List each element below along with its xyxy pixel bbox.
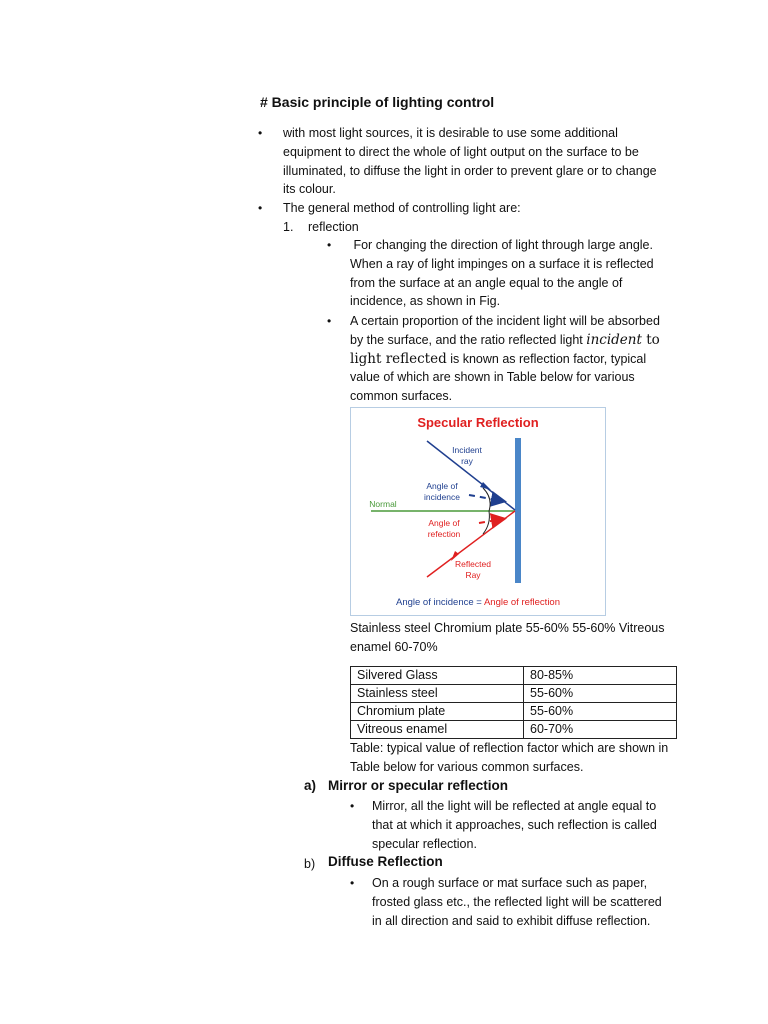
text-line: For changing the direction of light through large angle. (350, 238, 653, 252)
paragraph-direction (350, 236, 690, 311)
label-angle-ref-1: Angle of (428, 518, 460, 528)
table-cell: 55-60% (524, 703, 677, 721)
figure-caption (396, 597, 560, 608)
table-row (351, 667, 677, 685)
table-caption (350, 739, 700, 777)
mirror-surface (515, 438, 521, 583)
label-reflected-2: Ray (465, 570, 481, 580)
section-b-title: Diffuse Reflection (328, 854, 443, 869)
formula-denominator: light reflected (350, 350, 447, 367)
table-cell: 80-85% (524, 667, 677, 685)
label-reflected-1: Reflected (455, 559, 491, 569)
label-angle-inc-1: Angle of (426, 481, 458, 491)
caption-reflection: Angle of reflection (483, 597, 560, 608)
text-fragment: is known as reflection factor, typical (446, 351, 647, 366)
section-a-marker: a) (304, 778, 317, 793)
table-row (351, 685, 677, 703)
text-line: specular reflection. (372, 836, 477, 851)
text-line: from the surface at an angle equal to the angle of (350, 275, 623, 290)
specular-reflection-figure (350, 407, 606, 616)
text-line: Table below for various common surfaces. (350, 759, 584, 774)
text-line (350, 350, 690, 369)
table-row (351, 703, 677, 721)
paragraph-values (350, 619, 690, 657)
caption-equals: = (473, 597, 484, 608)
label-normal: Normal (369, 499, 397, 509)
text-line: value of which are shown in Table below for various (350, 370, 635, 385)
text-line: A certain proportion of the incident light will be absorbed (350, 314, 660, 328)
label-incident-1: Incident (452, 445, 482, 455)
label-angle-inc-2: incidence (424, 492, 460, 502)
text-line: that at which it approaches, such reflection is called (372, 817, 657, 832)
text-line: Table: typical value of reflection factor which are shown in (350, 741, 669, 755)
paragraph-diffuse (372, 874, 702, 930)
bullet-dot: • (350, 876, 355, 890)
paragraph-mirror (372, 797, 702, 853)
label-angle-ref-2: refection (427, 529, 461, 539)
formula-to: to (641, 331, 660, 348)
text-line (350, 331, 690, 350)
text-line: illuminated, to diffuse the light in order to prevent glare or to change (283, 163, 657, 178)
reflection-diagram (351, 408, 605, 615)
section-a-title: Mirror or specular reflection (328, 778, 509, 793)
text-line: incidence, as shown in Fig. (350, 294, 501, 309)
formula-numerator: incident (586, 331, 642, 348)
angle-arc-incidence (483, 488, 490, 511)
reflection-factor-table (350, 666, 677, 739)
list-number: 1. (283, 220, 294, 234)
page-title: # Basic principle of lighting control (260, 94, 495, 110)
bullet-dot: • (327, 314, 332, 328)
bullet-dot: • (258, 126, 263, 140)
text-line: in all direction and said to exhibit diffuse reflection. (372, 913, 651, 928)
table-cell: Chromium plate (351, 703, 524, 721)
bullet-dot: • (350, 799, 355, 813)
text-line: Stainless steel Chromium plate 55-60% 55-60% Vitreous (350, 621, 665, 635)
text-line: with most light sources, it is desirable to use some additional (283, 126, 618, 140)
text-line: enamel 60-70% (350, 639, 438, 654)
table-cell: Vitreous enamel (351, 721, 524, 739)
text-line: frosted glass etc., the reflected light will be scattered (372, 894, 662, 909)
table-cell: Silvered Glass (351, 667, 524, 685)
bullet-dot: • (258, 201, 263, 215)
table-cell: Stainless steel (351, 685, 524, 703)
table-cell: 60-70% (524, 721, 677, 739)
caption-incidence: Angle of incidence (396, 597, 474, 608)
figure-title: Specular Reflection (417, 415, 539, 430)
bullet-dot: • (327, 238, 332, 252)
text-line: When a ray of light impinges on a surface it is reflected (350, 256, 654, 271)
text-line: common surfaces. (350, 389, 453, 404)
paragraph-reflection-factor (350, 312, 690, 406)
text-line: On a rough surface or mat surface such as paper, (372, 876, 648, 890)
label-incident-2: ray (461, 456, 473, 466)
section-b-marker: b) (304, 857, 316, 871)
text-fragment: by the surface, and the ratio reflected light (350, 332, 587, 347)
paragraph-methods: The general method of controlling light are: (283, 201, 521, 215)
text-line: equipment to direct the whole of light output on the surface to be (283, 144, 639, 159)
text-line: Mirror, all the light will be reflected at angle equal to (372, 799, 657, 813)
table-cell: 55-60% (524, 685, 677, 703)
list-item-reflection: reflection (308, 220, 359, 234)
paragraph-intro (283, 124, 703, 199)
text-line: its colour. (283, 182, 336, 197)
table-row (351, 721, 677, 739)
